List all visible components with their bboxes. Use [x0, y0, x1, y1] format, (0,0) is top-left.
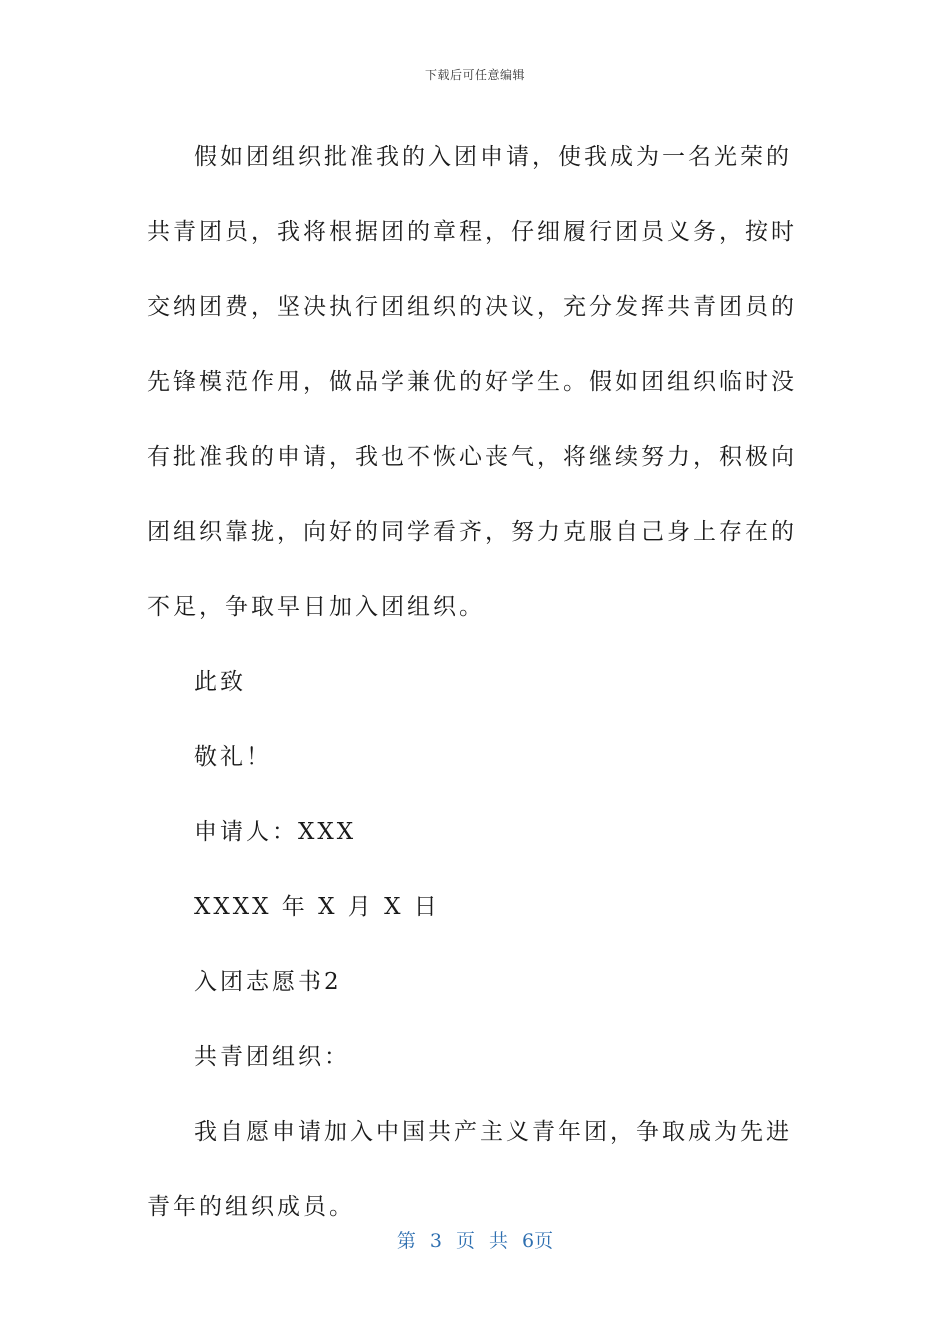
paragraph-closing-cizhi: 此致: [194, 669, 246, 695]
footer-total-pages: 6页: [522, 1230, 554, 1252]
page-footer: [0, 1226, 950, 1253]
section-title-application-2: 入团志愿书2: [194, 969, 342, 995]
paragraph-closing-jingli: 敬礼！: [194, 744, 272, 770]
footer-label-page: 第: [396, 1230, 416, 1252]
footer-current-page: 3: [429, 1230, 442, 1252]
footer-label-page-unit: 页: [455, 1230, 475, 1252]
paragraph-application-intro: 我自愿申请加入中国共产主义青年团，争取成为先进青年的组织成员。: [147, 1119, 792, 1220]
footer-label-total: 共: [489, 1230, 509, 1252]
paragraph-applicant: 申请人：XXX: [194, 819, 357, 845]
paragraph-salutation: 共青团组织：: [194, 1044, 350, 1070]
document-body: [147, 120, 807, 1245]
paragraph-date: XXXX 年 X 月 X 日: [194, 894, 440, 920]
paragraph-application-pledge: 假如团组织批准我的入团申请，使我成为一名光荣的共青团员，我将根据团的章程，仔细履行团员义务，按时交纳团费，坚决执行团组织的决议，充分发挥共青团员的先锋模范作用，做品学兼优的好学生。假如团组织临时没有批准我的申请，我也不恢心丧气，将继续努力，积极向团组织靠拢，向好的同学看齐，努力克服自己身上存在的不足，争取早日加入团组织。: [147, 144, 797, 620]
page-header: 下载后可任意编辑: [424, 68, 525, 82]
